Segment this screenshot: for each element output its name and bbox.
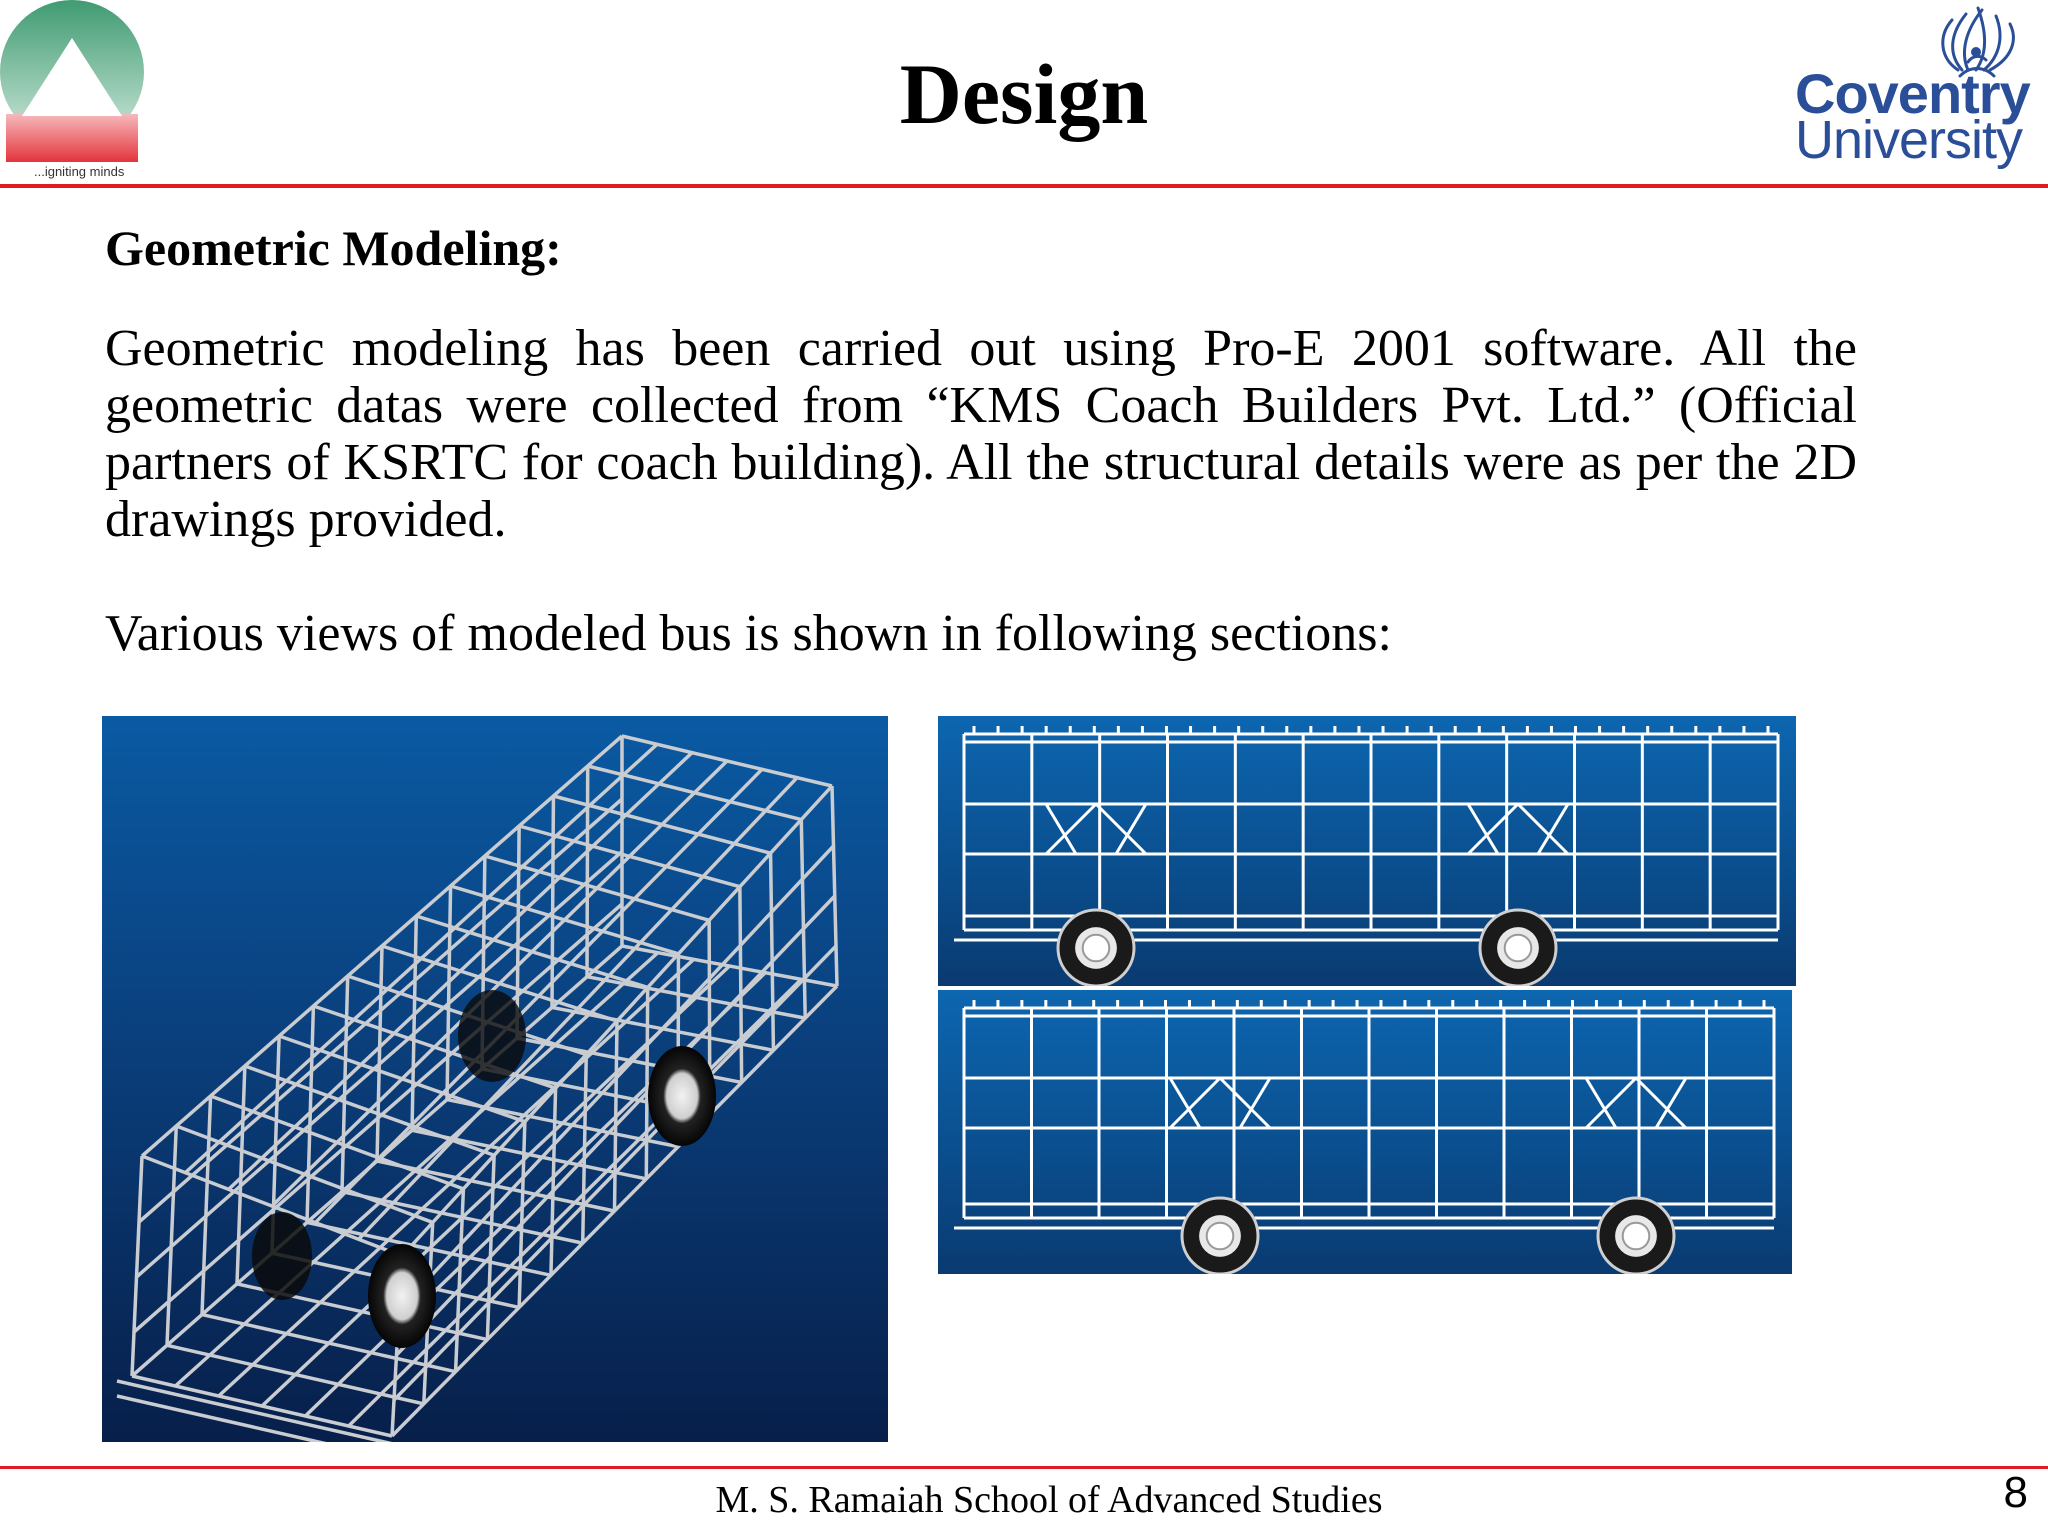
bus-frame-isometric-view xyxy=(102,716,888,1442)
logo-word-coventry: Coventry xyxy=(1795,62,2030,125)
bus-frame-side-view-1 xyxy=(938,716,1796,986)
header-divider xyxy=(0,184,2048,188)
logo-tagline: ...igniting minds xyxy=(34,164,125,179)
slide-title: Design xyxy=(899,46,1149,142)
bus-wireframe-side-icon xyxy=(938,990,1792,1274)
bus-frame-side-view-2 xyxy=(938,990,1792,1274)
page-number: 8 xyxy=(2003,1468,2028,1517)
footer-institution: M. S. Ramaiah School of Advanced Studies xyxy=(715,1479,1383,1521)
logo-word-university: University xyxy=(1795,110,2023,170)
body-paragraph: Geometric modeling has been carried out using Pro-E 2001 software. All the geometric datas were collected from “KMS Coach Builders Pvt. Ltd.” (Official partners of KSRTC for coach building). All the structural details were as per the 2D drawings provided. xyxy=(105,320,1857,548)
bus-wireframe-side-icon xyxy=(938,716,1796,986)
body-text-views: Various views of modeled bus is shown in following sections: xyxy=(105,605,1392,662)
bus-wireframe-isometric-icon xyxy=(102,716,888,1442)
footer-divider xyxy=(0,1466,2048,1469)
coventry-university-logo xyxy=(1790,0,2048,182)
section-heading: Geometric Modeling: xyxy=(105,220,562,276)
